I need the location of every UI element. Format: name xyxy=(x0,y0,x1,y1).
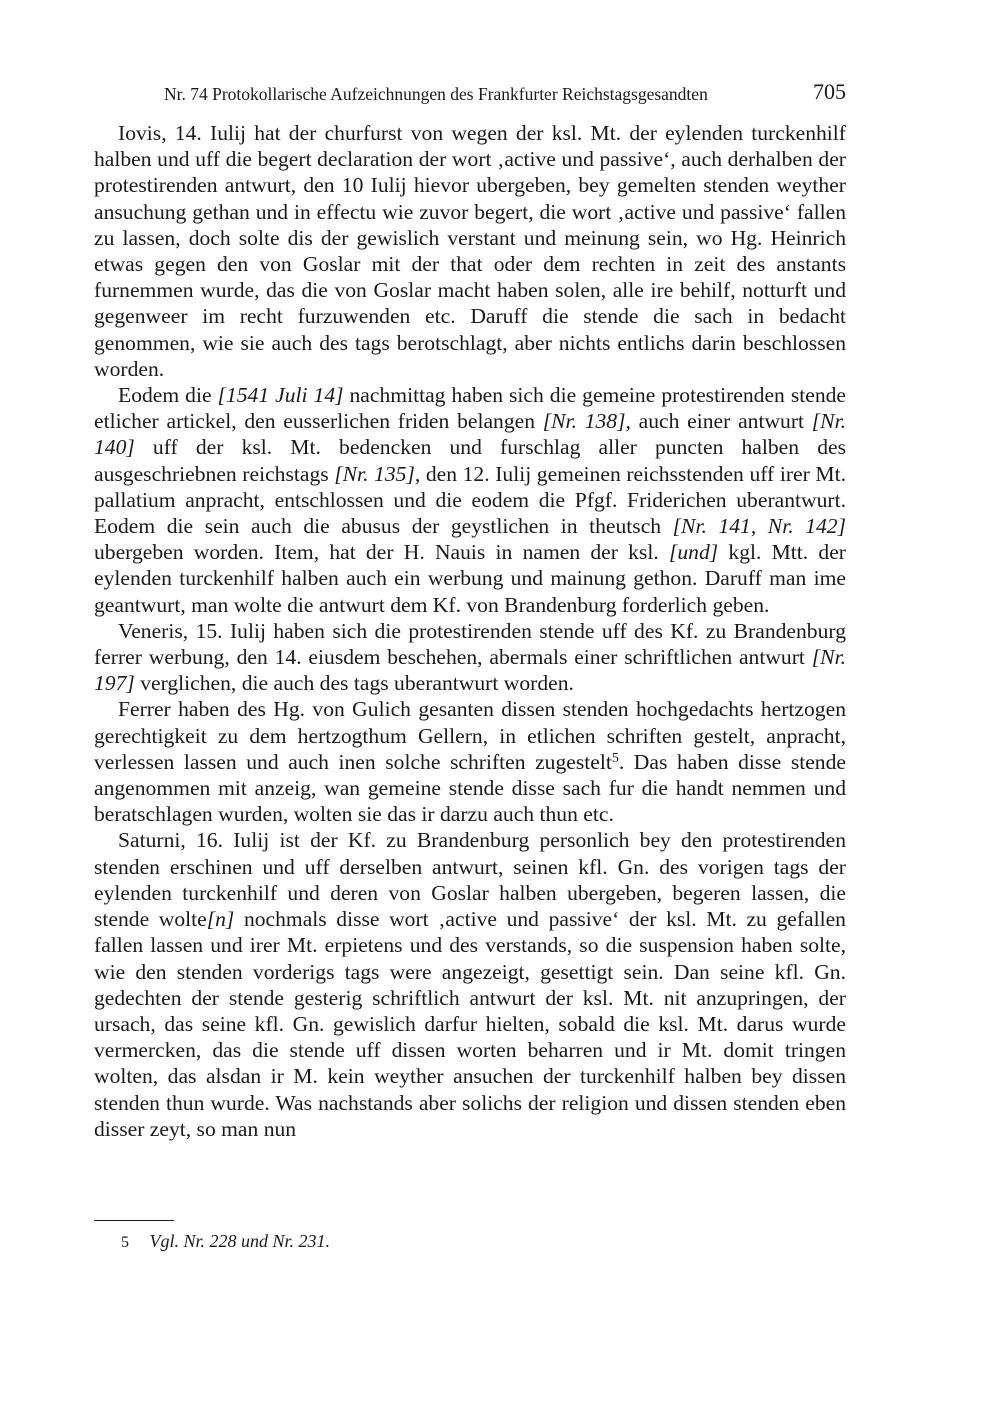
editorial-note: [Nr. 138] xyxy=(542,409,626,434)
footnote-ref[interactable]: 5 xyxy=(611,750,619,766)
editorial-note: [und] xyxy=(668,540,719,565)
paragraph-iovis: Iovis, 14. Iulij hat der churfurst von wegen der ksl. Mt. der eylenden turckenhilf halben und uff die begert declaration der wort ‚active und passive‘, auch derhalben der protestirenden antwurt, den 10 Iulij hievor ubergeben, bey gemelten stenden weyther ansuchung gethan und in effectu wie zuvor begert, die wort ‚active und passive‘ fallen zu lassen, doch solte dis der gewislich verstant und meinung sein, wo Hg. Heinrich etwas gegen den von Goslar mit der that oder dem rechten in zeit des anstants furnemmen wurde, das die von Goslar macht haben solen, alle ire behilf, notturft und gegenweer im recht furzuwenden etc. Daruff die stende die sach in bedacht genommen, wie sie auch des tags berotschlagt, aber nichts entlichs darin beschlossen worden. xyxy=(94,121,846,381)
running-head xyxy=(94,80,846,108)
body-text xyxy=(94,120,846,1142)
running-head-title: Nr. 74 Protokollarische Aufzeichnungen des Frankfurter Reichstagsgesandten xyxy=(164,84,708,104)
footnote-text: Vgl. Nr. 228 und Nr. 231. xyxy=(149,1231,331,1251)
editorial-note: [Nr. 197] xyxy=(94,645,846,696)
editorial-note: [Nr. 135] xyxy=(334,461,415,486)
paragraph-ferrer: Ferrer haben des Hg. von Gulich gesanten dissen stenden hochgedachts hertzogen gerechtigkeit zu dem hertzogthum Gellern, in etlichen schriften gestelt, anpracht, verlessen lassen und auch inen solche schriften zugestelt$^5$. Das haben disse stende angenommen mit anzeig, wan gemeine stende disse sach fur die handt nemmen und beratschlagen wurden, wolten sie das ir darzu auch thun etc. xyxy=(94,697,846,827)
page-number: 705 xyxy=(813,79,846,104)
paragraph-saturni: Saturni, 16. Iulij ist der Kf. zu Brandenburg personlich bey den protestirenden stenden erschinen und uff derselben antwurt, seinen kfl. Gn. des vorigen tags der eylenden turckenhilf und deren von Goslar halben ubergeben, begeren lassen, die stende wolte[n] nochmals disse wort ‚active und passive‘ der ksl. Mt. zu gefallen fallen lassen und irer Mt. erpietens und des verstands, so die suspension haben solte, wie den stenden vorderigs tags were angezeigt, gesettigt sein. Dan seine kfl. Gn. gedechten der stende gesterig schriftlich antwurt der ksl. Mt. nit anzupringen, der ursach, das seine kfl. Gn. gewislich darfur hielten, sobald die ksl. Mt. darus wurde vermercken, das die stende uff dissen worten beharren und ir Mt. domit tringen wolten, das alsdan ir M. kein weyther ansuchen der turckenhilf halben bey dissen stenden thun wurde. Was nachstands aber solichs der religion und dissen stenden eben disser zeyt, so man nun xyxy=(94,828,846,1141)
paragraph-veneris: Veneris, 15. Iulij haben sich die protestirenden stende uff des Kf. zu Brandenburg ferrer werbung, den 14. eiusdem beschehen, abermals einer schriftlichen antwurt [Nr. 197] verglichen, die auch des tags uberantwurt worden. xyxy=(94,618,846,696)
paragraph-eodem-die: Eodem die [1541 Juli 14] nachmittag haben sich die gemeine protestirenden stende etlicher artickel, den eusserlichen friden belangen [Nr. 138], auch einer antwurt [Nr. 140] uff der ksl. Mt. bedencken und furschlag aller puncten halben des ausgeschriebnen reichstags [Nr. 135], den 12. Iulij gemeinen reichsstenden uff irer Mt. pallatium anpracht, entschlossen und die eodem die Pfgf. Friderichen uberantwurt. Eodem die sein auch die abusus der geystlichen in theutsch [Nr. 141, Nr. 142] ubergeben worden. Item, hat der H. Nauis in namen der ksl. [und] kgl. Mtt. der eylenden turckenhilf halben auch ein werbung und mainung gethon. Daruff man ime geantwurt, man wolte die antwurt dem Kf. von Brandenburg forderlich geben. xyxy=(94,383,847,617)
editorial-note: [Nr. 140] xyxy=(94,409,846,460)
editorial-note: [Nr. 141, Nr. 142] xyxy=(672,514,846,539)
footnote-number: 5 xyxy=(121,1234,129,1251)
footnote xyxy=(121,1228,330,1256)
page-frame xyxy=(94,0,846,1418)
editorial-note: [n] xyxy=(206,907,235,932)
footnote-rule xyxy=(94,1220,174,1221)
editorial-note: [1541 Juli 14] xyxy=(217,383,344,408)
